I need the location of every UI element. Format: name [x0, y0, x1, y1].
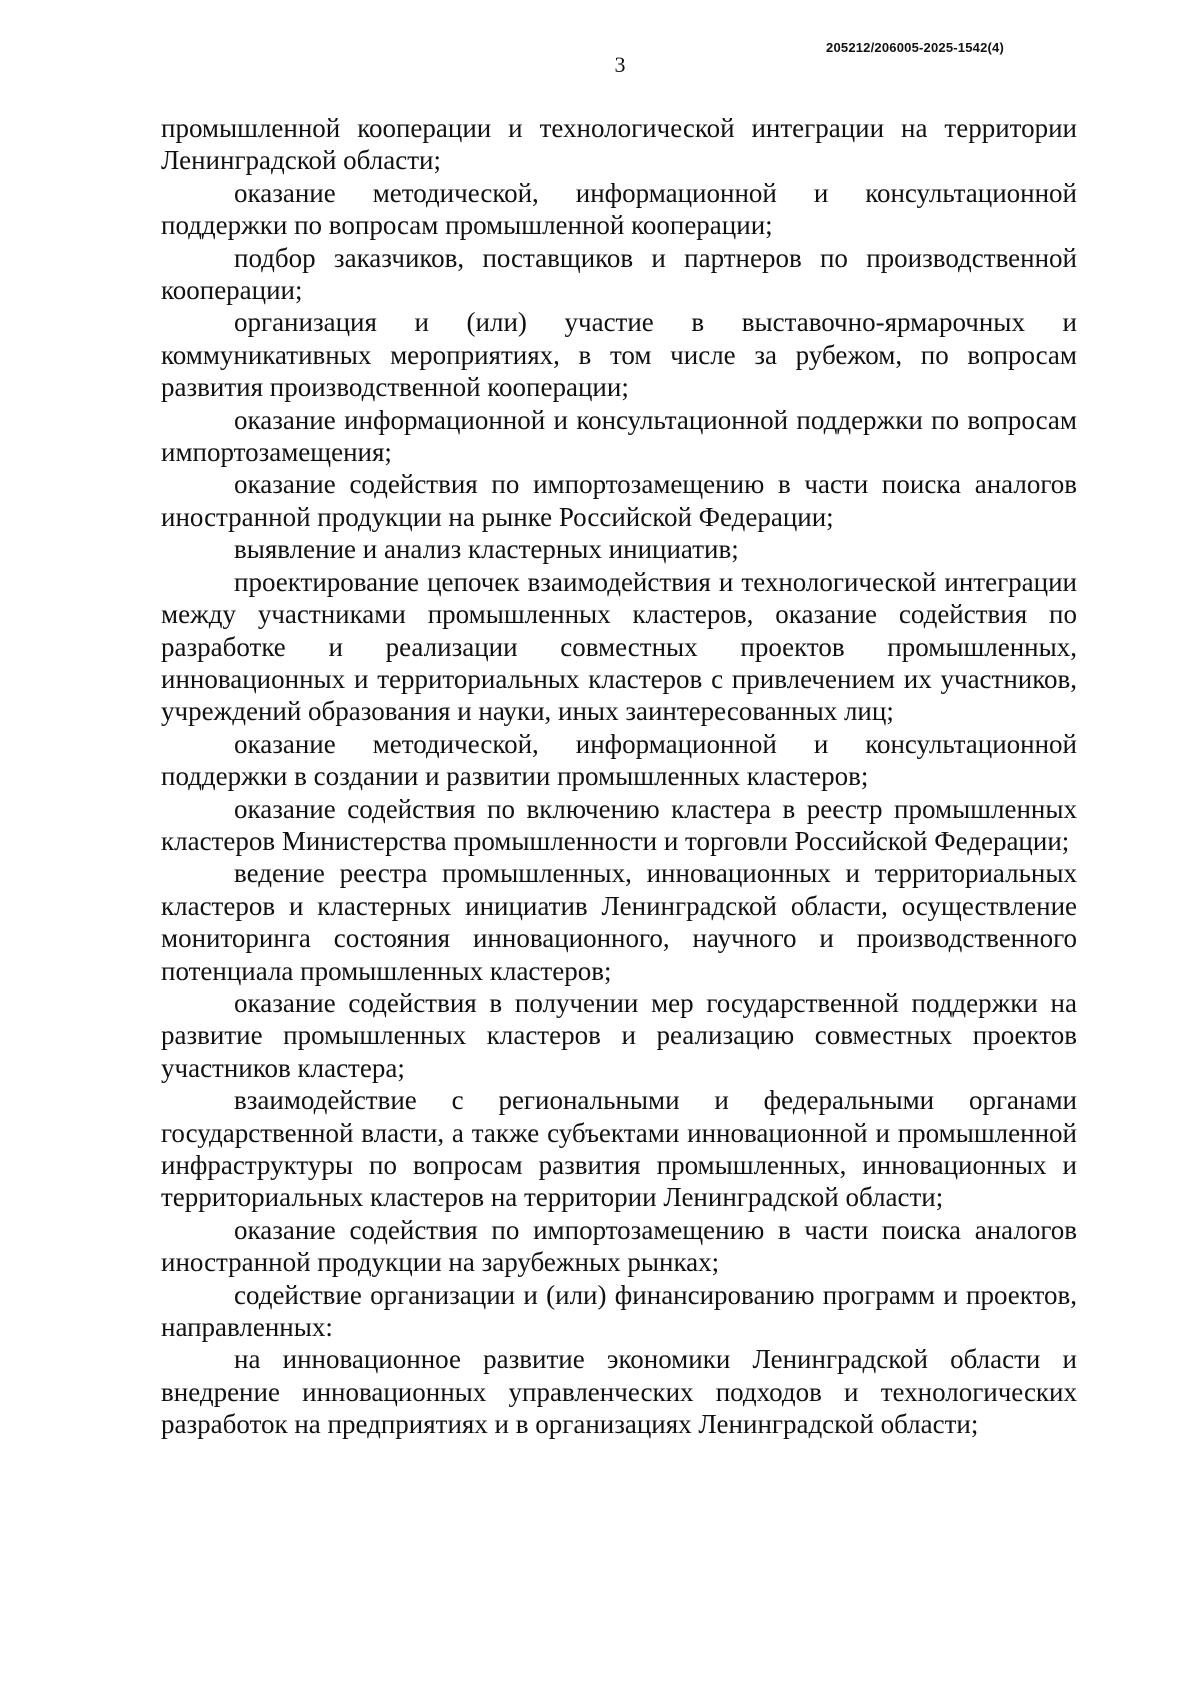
- paragraph: оказание содействия по импортозамещению в части поиска аналогов иностранной продукции на рынке Российской Федерации;: [161, 469, 1077, 532]
- paragraph: на инновационное развитие экономики Ленинградской области и внедрение инновационных управленческих подходов и технологических разработок на предприятиях и в организациях Ленинградской области;: [161, 1344, 1077, 1440]
- paragraph: оказание методической, информационной и консультационной поддержки по вопросам промышленной кооперации;: [161, 177, 1077, 241]
- paragraph: оказание содействия в получении мер государственной поддержки на развитие промышленных кластеров и реализацию совместных проектов участников кластера;: [161, 987, 1077, 1083]
- document-id: 205212/206005-2025-1542(4): [826, 40, 1004, 55]
- paragraph: оказание методической, информационной и консультационной поддержки в создании и развитии промышленных кластеров;: [161, 728, 1077, 792]
- paragraph: содействие организации и (или) финансированию программ и проектов, направленных:: [161, 1279, 1077, 1343]
- page-number: 3: [614, 52, 626, 77]
- paragraph: подбор заказчиков, поставщиков и партнеров по производственной кооперации;: [161, 242, 1077, 306]
- document-body: [161, 112, 1077, 1441]
- paragraph: проектирование цепочек взаимодействия и технологической интеграции между участниками промышленных кластеров, оказание содействия по разработке и реализации совместных проектов промышленных, инновационных и территориальных кластеров с привлечением их участников, учреждений образования и науки, иных заинтересованных лиц;: [161, 566, 1077, 727]
- paragraph: оказание содействия по включению кластера в реестр промышленных кластеров Министерства промышленности и торговли Российской Федерации;: [161, 793, 1077, 856]
- paragraph: взаимодействие с региональными и федеральными органами государственной власти, а также субъектами инновационной и промышленной инфраструктуры по вопросам развития промышленных, инновационных и территориальных кластеров на территории Ленинградской области;: [161, 1085, 1077, 1213]
- paragraph: промышленной кооперации и технологической интеграции на территории Ленинградской области;: [161, 113, 1077, 176]
- paragraph: оказание содействия по импортозамещению в части поиска аналогов иностранной продукции на зарубежных рынках;: [161, 1214, 1077, 1278]
- paragraph: оказание информационной и консультационной поддержки по вопросам импортозамещения;: [161, 404, 1077, 468]
- paragraph: организация и (или) участие в выставочно-ярмарочных и коммуникативных мероприятиях, в том числе за рубежом, по вопросам развития производственной кооперации;: [161, 307, 1077, 403]
- paragraph: ведение реестра промышленных, инновационных и территориальных кластеров и кластерных инициатив Ленинградской области, осуществление мониторинга состояния инновационного, научного и производственного потенциала промышленных кластеров;: [161, 858, 1077, 986]
- paragraph: выявление и анализ кластерных инициатив;: [234, 534, 739, 565]
